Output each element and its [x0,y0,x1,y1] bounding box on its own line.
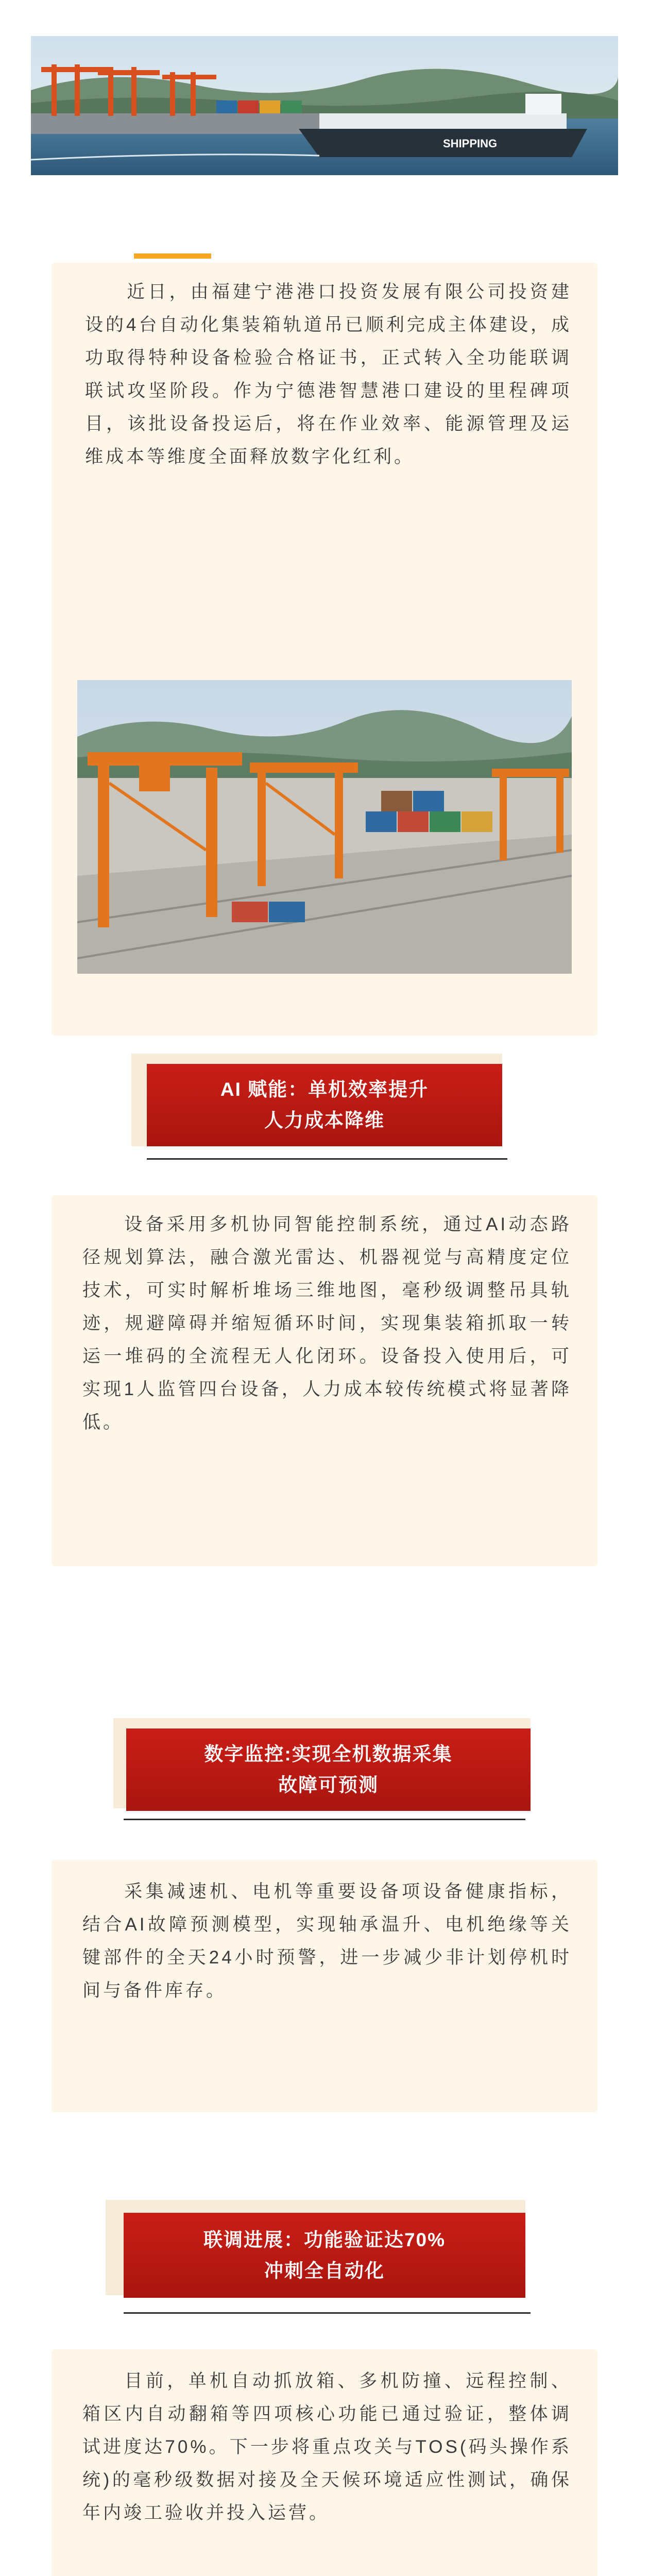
section-1-title-line1: AI 赋能：单机效率提升 [220,1079,429,1100]
section-1-title-line2: 人力成本降维 [264,1110,385,1131]
section-2-paragraph [82,1875,572,2007]
section-3-title-line2: 冲刺全自动化 [264,2260,385,2281]
intro-paragraph [85,276,572,473]
section-3-heading [124,2213,525,2298]
section-2-title-line1: 数字监控:实现全机数据采集 [204,1743,453,1765]
section-2-title-line2: 故障可预测 [278,1774,379,1795]
section-1-paragraph-text: 设备采用多机协同智能控制系统，通过AI动态路径规划算法，融合激光雷达、机器视觉与高精度定位技术，可实时解析堆场三维地图，毫秒级调整吊具轨迹，规避障碍并缩短循环时间，实现集装箱抓取一转运一堆码的全流程无人化闭环。设备投入使用后，可实现1人监管四台设备，人力成本较传统模式将显著降低。 [82,1214,572,1432]
section-1-underline [147,1158,507,1160]
section-2-heading [126,1728,531,1811]
hero-banner-image [31,36,618,175]
section-3-paragraph [82,2365,572,2530]
section-3-title-line1: 联调进展：功能验证达70% [203,2229,446,2250]
section-2-underline [124,1819,525,1820]
section-2-paragraph-text: 采集减速机、电机等重要设备项设备健康指标，结合AI故障预测模型，实现轴承温升、电机绝缘等关键部件的全天24小时预警，进一步减少非计划停机时间与备件库存。 [82,1882,572,2001]
section-3-underline [124,2312,531,2314]
intro-paragraph-text: 近日，由福建宁港港口投资发展有限公司投资建设的4台自动化集装箱轨道吊已顺利完成主体建设，成功取得特种设备检验合格证书，正式转入全功能联调联试攻坚阶段。作为宁德港智慧港口建设的里程碑项目，该批设备投运后，将在作业效率、能源管理及运维成本等维度全面释放数字化红利。 [85,282,572,467]
intro-accent-bar [134,253,211,259]
yard-crane-photo [77,680,572,974]
section-3-paragraph-text: 目前，单机自动抓放箱、多机防撞、远程控制、箱区内自动翻箱等四项核心功能已通过验证，整体调试进度达70%。下一步将重点攻关与TOS(码头操作系统)的毫秒级数据对接及全天候环境适应性测试，确保年内竣工验收并投入运营。 [82,2371,572,2523]
ship-name-text: SHIPPING [443,137,498,150]
section-1-paragraph [82,1208,572,1439]
section-1-heading [147,1064,502,1146]
